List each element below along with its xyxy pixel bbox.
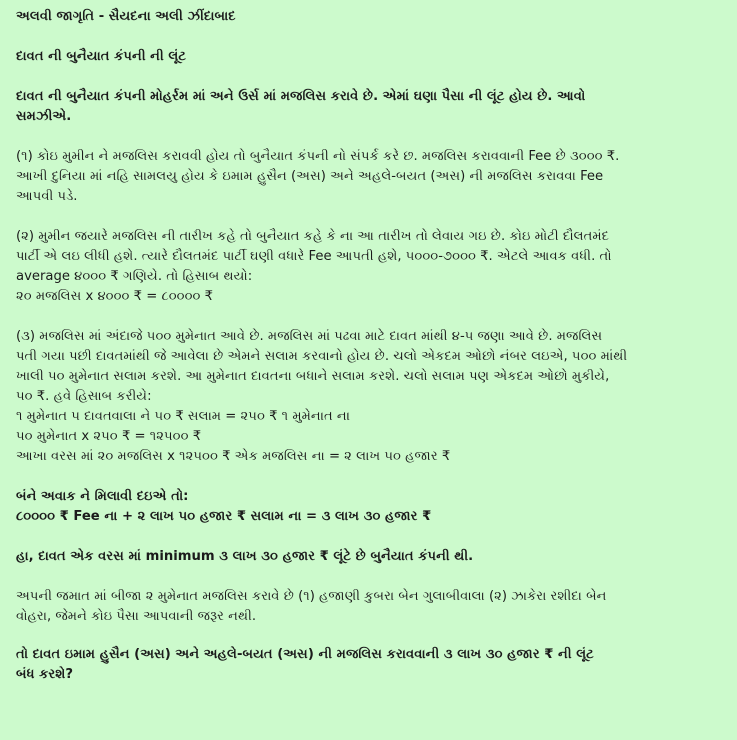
paragraph-line: (૧) કોઇ મુમીન ને મજલિસ કરાવવી હોય તો બુનૈયાત કંપની નો સંપર્ક કરે છ. મજલિસ કરાવવાની Fee છે ૩૦૦૦ ₹.	[16, 149, 620, 164]
calculation-line: આખા વરસ માં ૨૦ મજલિસ x ૧૨૫૦૦ ₹ એક મજલિસ ના = ૨ લાખ ૫૦ હજાર ₹	[16, 449, 451, 464]
article-title: દાવત ની બુનૈયાત કંપની ની લૂંટ	[16, 49, 187, 64]
calculation-line: ૫૦ મુમેનાત x ૨૫૦ ₹ = ૧૨૫૦૦ ₹	[16, 429, 202, 444]
question-line: બંધ કરશે?	[16, 667, 74, 682]
paragraph-dates	[16, 227, 723, 307]
lead-paragraph	[16, 87, 723, 127]
paragraph-alternatives	[16, 587, 723, 627]
paragraph-line: આપવી પડે.	[16, 189, 78, 204]
lead-line: દાવત ની બુનૈયાત કંપની મોહર્રમ માં અને ઉર્સ માં મજલિસ કરાવે છે. એમાં ઘણા પૈસા ની લૂંટ હોય છે. આવો	[16, 89, 586, 104]
calculation-line: ૧ મુમેનાત ૫ દાવતવાલા ને ૫૦ ₹ સલામ = ૨૫૦ ₹ ૧ મુમેનાત ના	[16, 409, 350, 424]
paragraph-line: average ૪૦૦૦ ₹ ગણિયે. તો હિસાબ થયો:	[16, 269, 253, 284]
paragraph-line: અપની જમાત માં બીજા ૨ મુમેનાત મજલિસ કરાવે છે (૧) હજાણી કુબરા બેન ગુલાબીવાલા (૨) ઝાકેરા રશીદા બેન	[16, 589, 607, 604]
paragraph-line: (૨) મુમીન જયારે મજલિસ ની તારીખ કહે તો બુનૈયાત કહે કે ના આ તારીખ તો લેવાય ગઇ છે. કોઇ મોટી દૌલતમંદ	[16, 229, 610, 244]
conclusion: હા, દાવત એક વરસ માં minimum ૩ લાખ ૩૦ હજાર ₹ લૂંટે છે બુનૈયાત કંપની થી.	[16, 549, 474, 564]
lead-line: સમઝીએ.	[16, 109, 72, 124]
summary-total: ૮૦૦૦૦ ₹ Fee ના + ૨ લાખ ૫૦ હજાર ₹ સલામ ના = ૩ લાખ ૩૦ હજાર ₹	[16, 509, 432, 524]
paragraph-line: પતી ગયા પછી દાવતમાંથી જે આવેલા છે એમને સલામ કરવાનો હોય છે. ચલો એકદમ ઓછો નંબર લઇએ, ૫૦૦ માંથી	[16, 349, 628, 364]
calculation-line: ૨૦ મજલિસ x ૪૦૦૦ ₹ = ૮૦૦૦૦ ₹	[16, 289, 214, 304]
paragraph-line: પાર્ટી એ લઇ લીધી હશે. ત્યારે દૌલતમંદ પાર્ટી ઘણી વધારે Fee આપતી હશે, ૫૦૦૦-૭૦૦૦ ₹. એટલે આવક વધી. તો	[16, 249, 612, 264]
closing-question	[16, 645, 723, 685]
paragraph-fee	[16, 147, 723, 207]
paragraph-salaam	[16, 327, 723, 467]
paragraph-line: ૫૦ ₹. હવે હિસાબ કરીયે:	[16, 389, 152, 404]
paragraph-line: વોહરા, જેમને કોઇ પૈસા આપવાની જરૂર નથી.	[16, 609, 257, 624]
total-summary	[16, 487, 723, 527]
paragraph-line: આખી દુનિયા માં નહિ સામલયુ હોય કે ઇમામ હુસૈન (અસ) અને અહલે-બયત (અસ) ની મજલિસ કરાવવા Fee	[16, 169, 604, 184]
summary-line: બંને અવાક ને મિલાવી દઇએ તો:	[16, 489, 189, 504]
paragraph-line: ખાલી ૫૦ મુમેનાત સલામ કરશે. આ મુમેનાત દાવતના બધાને સલામ કરશે. ચલો સલામ પણ એકદમ ઓછો મુકીયે,	[16, 369, 610, 384]
site-header: અલવી જાગૃતિ - સૈયદના અલી ઝીંદાબાદ	[16, 9, 236, 24]
paragraph-line: (૩) મજલિસ માં અંદાજે ૫૦૦ મુમેનાત આવે છે. મજલિસ માં પઢવા માટે દાવત માંથી ૪-૫ જણા આવે છે. મજલિસ	[16, 329, 603, 344]
question-line: તો દાવત ઇમામ હુસૈન (અસ) અને અહલે-બયત (અસ) ની મજલિસ કરાવવાની ૩ લાખ ૩૦ હજાર ₹ ની લૂંટ	[16, 647, 594, 662]
